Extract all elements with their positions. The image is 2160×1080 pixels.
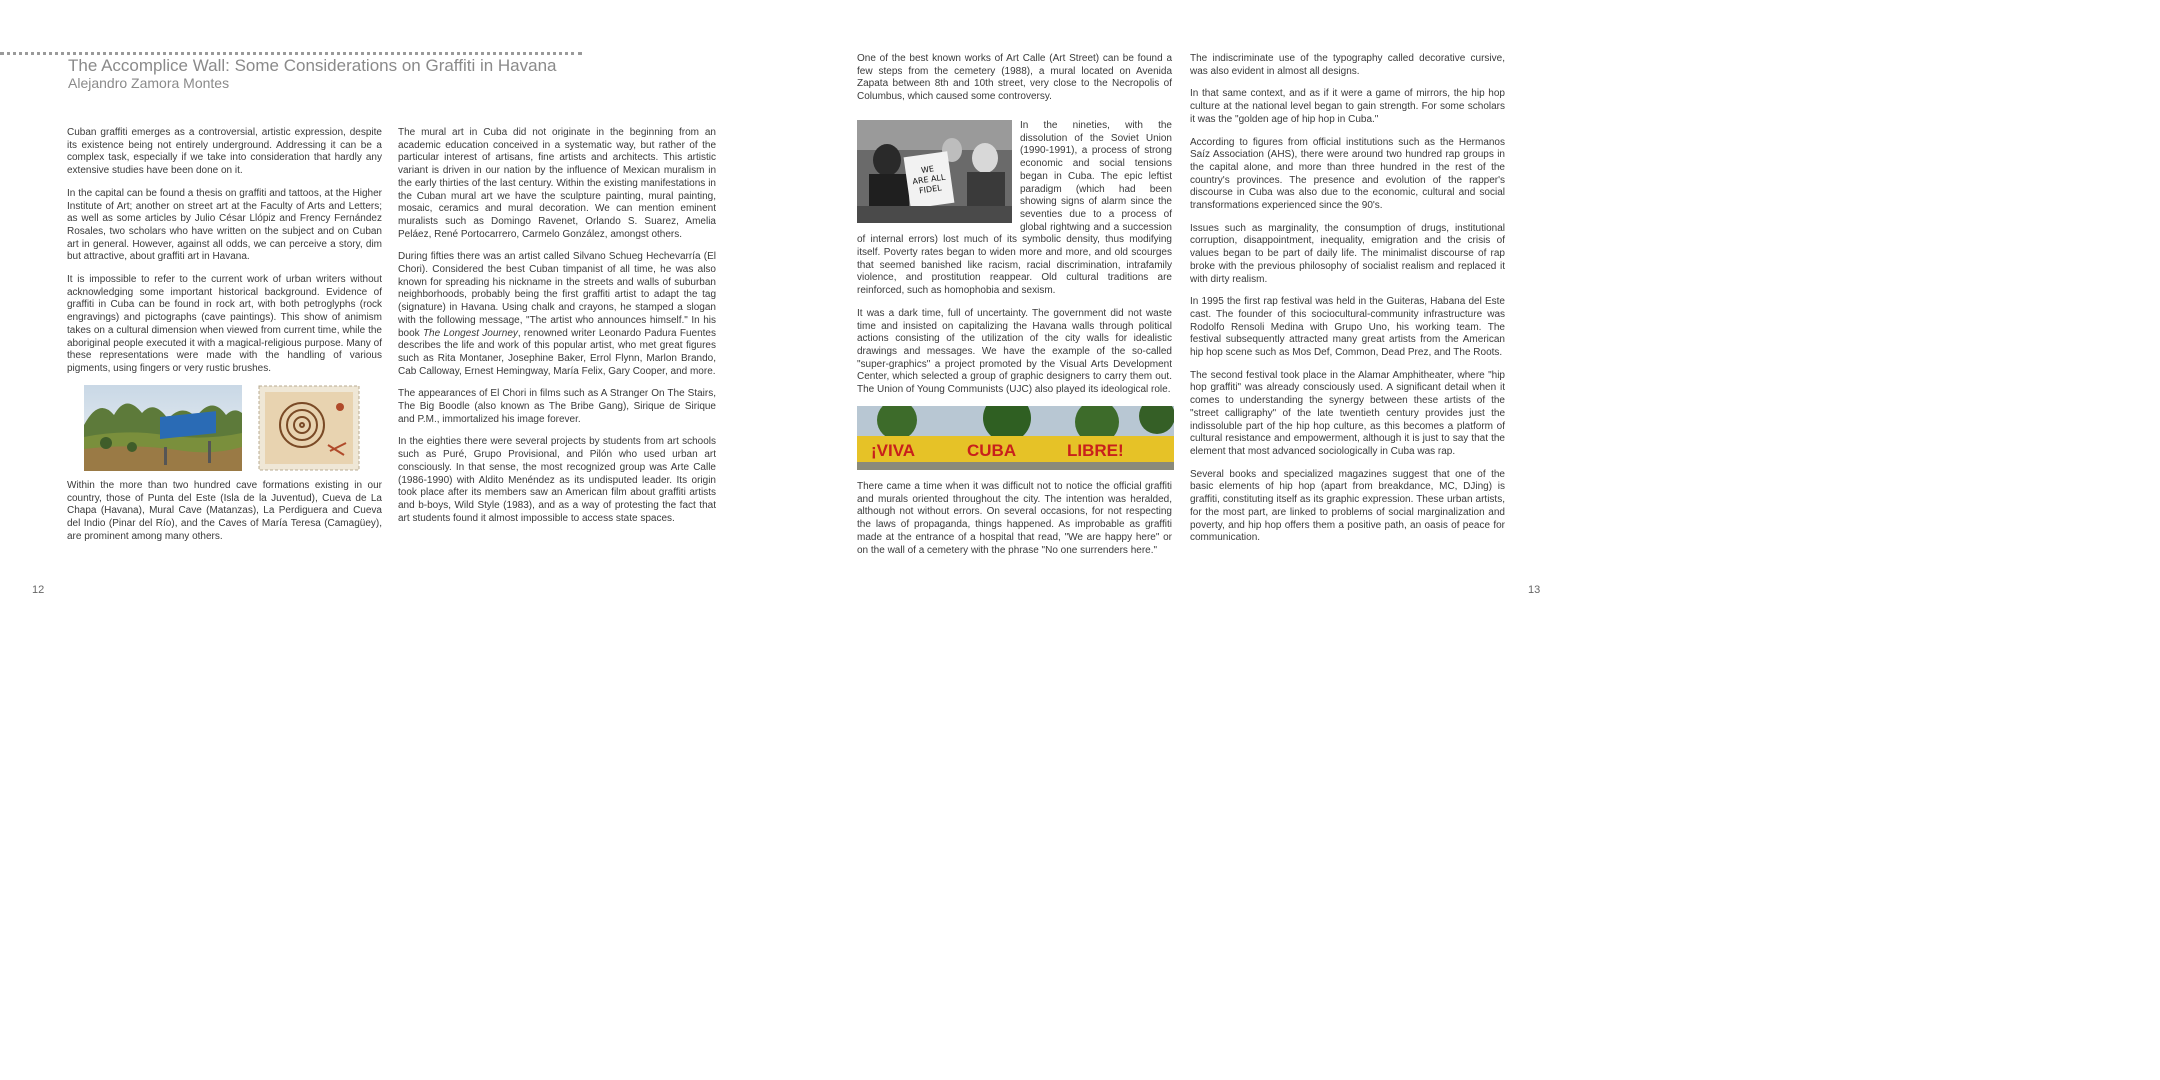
paragraph: In that same context, and as if it were a game of mirrors, the hip hop culture at the national level began to gain strength. For some scholars it was the "golden age of hip hop in Cuba." xyxy=(1190,88,1505,125)
petroglyph-stamp-photo xyxy=(258,385,360,471)
paragraph: Issues such as marginality, the consumption of drugs, institutional corruption, disappointment, inequality, emigration and the crisis of values began to be part of daily life. The minimalist discourse of rap broke with the previous philosophy of socialist realism and replaced it with dirty realism. xyxy=(1190,222,1505,285)
paragraph: One of the best known works of Art Calle (Art Street) can be found a few steps from the cemetery (1988), a mural located on Avenida Zapata between 8th and 10th street, very close to the Necropolis of Columbus, which caused some controversy. xyxy=(857,53,1172,103)
paragraph: The indiscriminate use of the typography called decorative cursive, was also evident in almost all designs. xyxy=(1190,53,1505,77)
book-title: The Longest Journey xyxy=(422,327,518,339)
paragraph: Within the more than two hundred cave formations existing in our country, those of Punta del Este (Isla de la Juventud), Cueva de La Chapa (Havana), Mural Cave (Matanzas), La Perdiguera and Cueva del Indio (Pinar del Río), and the Caves of María Teresa (Camagüey), are prominent among many others. xyxy=(67,480,382,542)
paragraph: In the nineties, with the dissolution of the Soviet Union (1990-1991), a process of strong economic and social tensions began in Cuba. The epic leftist paradigm (which had been showing signs of alarm since the seventies due to a process of global rightwing and a succession of internal errors) lost much of its symbolic density, thus modifying itself. Poverty rates began to widen more and more, and old scourges that seemed banished like racism, racial discrimination, intrafamily violence, and prostitution reappear. Old cultural traditions are reinforced, such as homophobia and sexism. xyxy=(857,120,1172,297)
paragraph: The second festival took place in the Alamar Amphitheater, where "hip hop graffiti" was already consciously used. A significant detail when it comes to understanding the synergy between these artists of the "street calligraphy" of the late twentieth century provides just the indissoluble part of the hip hop culture, as this becomes a platform of cultural resistance and empowerment, although it is just to say that the element that most advanced sociologically in Cuba was rap. xyxy=(1190,369,1505,457)
paragraph: In the eighties there were several projects by students from art schools such as Puré, Grupo Provisional, and Pilón who used urban art consciously. In that sense, the most recognized group was Arte Calle (1986-1990) with Aldito Menéndez as its undisputed leader. Its origin took place after its members saw an American film about graffiti artists and b-boys, Wild Style (1983), and as a way of protesting the fact that art students found it almost impossible to access state spaces. xyxy=(398,436,716,524)
paragraph: Cuban graffiti emerges as a controversial, artistic expression, despite its existence being not entirely underground. Addressing it can be a complex task, especially if we take into consideration that hardly any extensive studies have been done on it. xyxy=(67,127,382,177)
right-page-column-3-top xyxy=(857,53,1172,114)
paragraph-text: , renowned writer Leonardo Padura Fuentes describes the life and work of this popular artist, who met great figures such as Rita Montaner, Josephine Baker, Errol Flynn, Marlon Brando, Cab Calloway, Ernest Hemingway, María Felix, Gary Cooper, and more. xyxy=(398,327,716,377)
paragraph: According to figures from official institutions such as the Hermanos Saíz Association (AHS), there were around two hundred rap groups in the capital alone, and more than three hundred in the rest of the country's provinces. The presence and evolution of the rapper's discourse in Cuba was also due to the economic, cultural and social transformations experienced since the 90's. xyxy=(1190,136,1505,212)
left-page-column-1 xyxy=(67,127,382,386)
paragraph: In 1995 the first rap festival was held in the Guiteras, Habana del Este cast. The founder of this sociocultural-community infrastructure was Rodolfo Rensoli Medina with Grupo Uno, his working team. The festival subsequently attracted many great artists from the American hip hop scene such as Mos Def, Common, Dead Prez, and The Roots. xyxy=(1190,296,1505,359)
paragraph: It is impossible to refer to the current work of urban writers without acknowledging some important historical background. Evidence of graffiti in Cuba can be found in rock art, with both petroglyphs (rock engravings) and pictographs (cave paintings). This show of animism takes on a cultural dimension when viewed from current time, while the aboriginal people executed it with a magical-religious purpose. Many of these representations were made with the handling of various pigments, using fingers or very rustic brushes. xyxy=(67,274,382,374)
mural-text-cuba: CUBA xyxy=(967,441,1017,460)
page-number-left: 12 xyxy=(32,584,45,596)
right-page-column-4 xyxy=(1190,53,1505,555)
paragraph: In the capital can be found a thesis on graffiti and tattoos, at the Higher Institute of Art; another on street art at the Faculty of Arts and Letters; as well as some articles by Julio César Llópiz and Frency Fernández Rosales, two scholars who have written on the subject and on Cuban art in general. However, against all odds, we can perceive a story, dim but attractive, about graffiti art in Havana. xyxy=(67,187,382,263)
vinales-landscape-photo xyxy=(84,385,242,471)
left-page-column-1-bottom xyxy=(67,480,382,554)
left-page-column-2 xyxy=(398,127,716,535)
mural-text-libre: LIBRE! xyxy=(1067,441,1124,460)
paragraph: There came a time when it was difficult not to notice the official graffiti and murals oriented throughout the city. The intention was heralded, although not without errors. On several occasions, for not respecting the laws of propaganda, things happened. As improbable as graffiti made at the entrance of a hospital that read, "We are happy here" or on the wall of a cemetery with the phrase "No one surrenders here." xyxy=(857,481,1172,556)
paragraph xyxy=(398,251,716,378)
paragraph: Several books and specialized magazines suggest that one of the basic elements of hip hop (apart from breakdance, MC, DJing) is graffiti, constituting itself as its graphic expression. These urban artists, for the most part, are linked to problems of social marginalization and poverty, and hip hop offers them a positive path, an oasis of peace for communication. xyxy=(1190,468,1505,544)
paragraph: The mural art in Cuba did not originate in the beginning from an academic education conceived in a systematic way, but rather of the particular interest of artisans, fine artists and architects. This artistic variant is driven in our nation by the influence of Mexican muralism in the early thirties of the last century. Within the existing manifestations in the Cuban mural art we have the sculpture painting, mural painting, mosaic, ceramics and mural decoration. We can mention eminent muralists such as Domingo Ravenet, Orlando S. Suarez, Amelia Peláez, René Portocarrero, Carmelo González, amongst others. xyxy=(398,127,716,240)
svg-text:WE: WE xyxy=(920,164,935,175)
viva-cuba-libre-mural-photo xyxy=(857,406,1174,470)
paragraph-text: During fifties there was an artist called Silvano Schueg Hechevarría (El Chori). Considered the best Cuban timpanist of all time, he was also known for spreading his nickname in the streets and walls of suburban neighborhoods, probably being the first graffiti artist to adapt the tag (signature) in Havana. Using chalk and crayons, he stamped a slogan with the following message, "The artist who announces himself." In his book xyxy=(398,251,716,339)
protest-photo xyxy=(857,120,1012,223)
svg-text:FIDEL: FIDEL xyxy=(918,183,943,196)
page-number-right: 13 xyxy=(1528,584,1541,596)
paragraph: It was a dark time, full of uncertainty. The government did not waste time and insisted on capitalizing the Havana walls through political actions consisting of the utilization of the city walls for idealistic drawings and messages. We have the example of the so-called "super-graphics" a project promoted by the Visual Arts Development Center, which selected a group of graphic designers to carry them out. The Union of Young Communists (UJC) also played its ideological role. xyxy=(857,307,1172,396)
title-dotted-rule xyxy=(0,52,582,55)
mural-text-viva: ¡VIVA xyxy=(871,441,916,460)
right-page-column-3 xyxy=(857,120,1172,407)
svg-text:ARE ALL: ARE ALL xyxy=(911,172,946,187)
paragraph: The appearances of El Chori in films such as A Stranger On The Stairs, The Big Boodle (also known as The Bribe Gang), Sirique de Sirique and P.M., immortalized his image forever. xyxy=(398,388,716,425)
article-author: Alejandro Zamora Montes xyxy=(68,75,230,91)
article-title: The Accomplice Wall: Some Considerations on Graffiti in Havana xyxy=(68,56,557,75)
right-page-column-3-bottom xyxy=(857,481,1172,567)
